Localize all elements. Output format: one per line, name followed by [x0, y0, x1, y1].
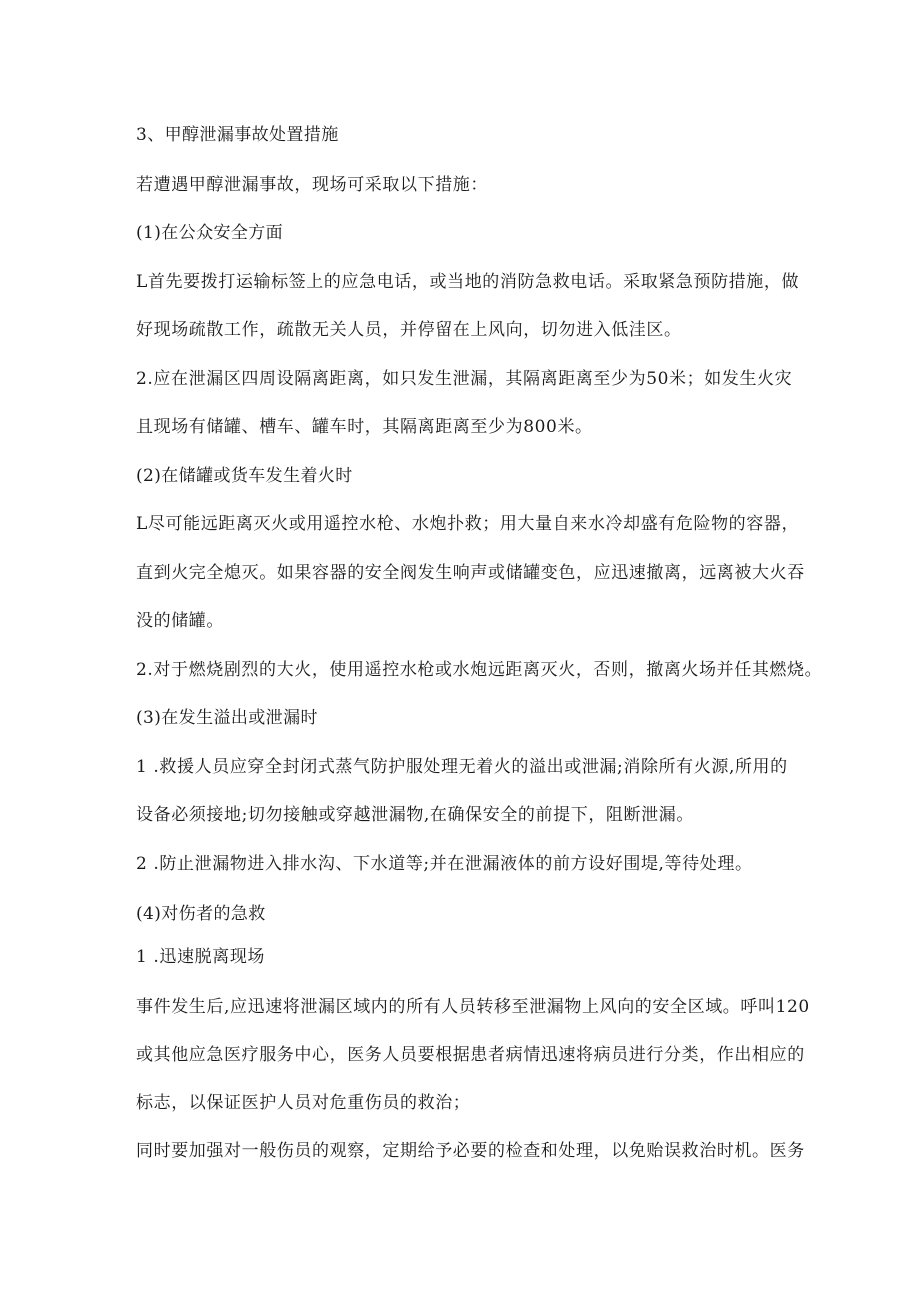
fire-item1-line3: 没的储罐。: [136, 611, 224, 631]
fire-heading: (2)在储罐或货车发生着火时: [136, 466, 353, 486]
fire-item2-line1: 2.对于燃烧剧烈的大火，使用遥控水枪或水炮远距离灭火，否则，撤离火场并任其燃烧。: [136, 660, 823, 680]
first-aid-para1-line3: 标志，以保证医护人员对危重伤员的救治；: [136, 1093, 471, 1113]
public-safety-item1-line2: 好现场疏散工作，疏散无关人员，并停留在上风向，切勿进入低洼区。: [136, 320, 682, 340]
public-safety-item2-line1: 2.应在泄漏区四周设隔离距离，如只发生泄漏，其隔离距离至少为50米；如发生火灾: [136, 369, 793, 389]
section-title: 3、甲醇泄漏事故处置措施: [136, 125, 339, 145]
first-aid-para2-line1: 同时要加强对一般伤员的观察，定期给予必要的检查和处理，以免贻误救治时机。医务: [136, 1141, 805, 1161]
public-safety-item2-line2: 且现场有储罐、槽车、罐车时，其隔离距离至少为800米。: [136, 417, 593, 437]
first-aid-heading: (4)对伤者的急救: [136, 904, 266, 924]
spill-item2-line1: 2 .防止泄漏物进入排水沟、下水道等;并在泄漏液体的前方设好围堤,等待处理。: [136, 854, 753, 874]
first-aid-para1-line2: 或其他应急医疗服务中心，医务人员要根据患者病情迅速将病员进行分类，作出相应的: [136, 1045, 805, 1065]
spill-item1-line2: 设备必须接地;切勿接触或穿越泄漏物,在确保安全的前提下，阻断泄漏。: [136, 805, 694, 825]
fire-item1-line2: 直到火完全熄灭。如果容器的安全阀发生响声或储罐变色，应迅速撤离，远离被大火吞: [136, 563, 805, 583]
fire-item1-line1: L尽可能远距离灭火或用遥控水枪、水炮扑救；用大量自来水冷却盛有危险物的容器，: [136, 514, 800, 534]
public-safety-item1-line1: L首先要拨打运输标签上的应急电话，或当地的消防急救电话。采取紧急预防措施，做: [136, 272, 800, 292]
first-aid-item1-heading: 1 .迅速脱离现场: [136, 947, 266, 967]
spill-item1-line1: 1 .救援人员应穿全封闭式蒸气防护服处理无着火的溢出或泄漏;消除所有火源,所用的: [136, 757, 788, 777]
intro-text: 若遭遇甲醇泄漏事故，现场可采取以下措施：: [136, 175, 488, 195]
first-aid-para1-line1: 事件发生后,应迅速将泄漏区域内的所有人员转移至泄漏物上风向的安全区域。呼叫120: [136, 997, 810, 1017]
spill-heading: (3)在发生溢出或泄漏时: [136, 708, 318, 728]
public-safety-heading: (1)在公众安全方面: [136, 223, 284, 243]
